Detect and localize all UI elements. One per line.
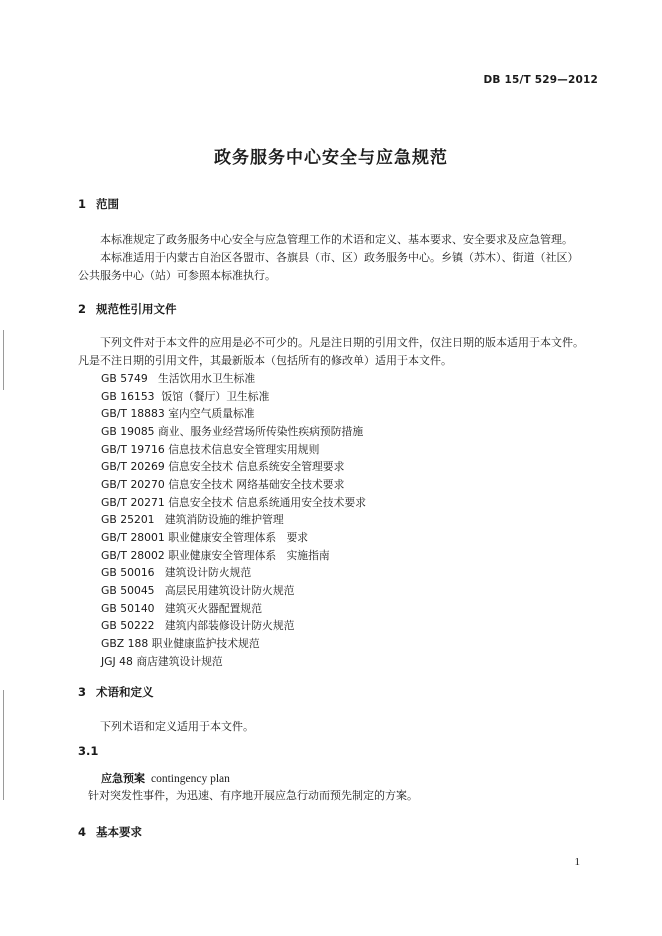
clause-number: 3.1 — [78, 744, 99, 758]
reference-item: GB 50045 高层民用建筑设计防火规范 — [101, 583, 295, 597]
section-heading-basic-requirements — [78, 824, 142, 840]
scope-text-line: 本标准适用于内蒙古自治区各盟市、各旗县（市、区）政务服务中心。乡镇（苏木）、街道（社区） — [100, 251, 579, 264]
references-intro-line: 下列文件对于本文件的应用是必不可少的。凡是注日期的引用文件，仅注日期的版本适用于本文件。 — [100, 336, 584, 349]
section-heading-normative-references — [78, 301, 177, 317]
term-definition-line: 针对突发性事件，为迅速、有序地开展应急行动而预先制定的方案。 — [88, 789, 418, 802]
term-english: contingency plan — [151, 773, 230, 785]
scan-edge-mark — [3, 690, 4, 800]
terms-intro — [78, 718, 608, 736]
scan-edge-mark — [3, 330, 4, 390]
section-number: 4 — [78, 825, 87, 839]
section-number: 3 — [78, 685, 87, 699]
reference-item: GB/T 20269 信息安全技术 信息系统安全管理要求 — [101, 460, 345, 474]
scope-text-line: 本标准规定了政务服务中心安全与应急管理工作的术语和定义、基本要求、安全要求及应急管理。 — [100, 233, 573, 246]
reference-item: GB 50222 建筑内部装修设计防火规范 — [101, 619, 295, 633]
reference-item: GB 50140 建筑灭火器配置规范 — [101, 601, 263, 615]
references-intro-line: 凡是不注日期的引用文件，其最新版本（包括所有的修改单）适用于本文件。 — [78, 354, 452, 367]
reference-item: GB/T 19716 信息技术信息安全管理实用规则 — [101, 442, 320, 456]
reference-item: JGJ 48 商店建筑设计规范 — [101, 654, 223, 668]
section-number: 2 — [78, 302, 87, 316]
section-heading-scope — [78, 196, 119, 212]
section-number: 1 — [78, 197, 87, 211]
reference-item: GB 50016 建筑设计防火规范 — [101, 566, 252, 580]
section-title: 范围 — [96, 197, 119, 211]
reference-item: GB 19085 商业、服务业经营场所传染性疾病预防措施 — [101, 424, 364, 438]
reference-item: GB/T 18883 室内空气质量标准 — [101, 407, 255, 421]
reference-item: GBZ 188 职业健康监护技术规范 — [101, 636, 260, 650]
document-title: 政务服务中心安全与应急规范 — [214, 148, 448, 168]
standard-code: DB 15/T 529—2012 — [483, 74, 598, 86]
reference-item: GB/T 28001 职业健康安全管理体系 要求 — [101, 530, 309, 544]
reference-item: GB/T 20270 信息安全技术 网络基础安全技术要求 — [101, 477, 345, 491]
term-entry — [101, 770, 230, 786]
term-definition — [88, 787, 618, 805]
term-chinese: 应急预案 — [101, 772, 145, 785]
reference-item: GB 16153 饭馆（餐厅）卫生标准 — [101, 389, 270, 403]
scope-text-line: 公共服务中心（站）可参照本标准执行。 — [78, 269, 276, 282]
terms-intro-line: 下列术语和定义适用于本文件。 — [100, 720, 254, 733]
reference-list — [101, 370, 366, 670]
section-title: 规范性引用文件 — [96, 302, 177, 316]
section-heading-terms — [78, 684, 154, 700]
reference-item: GB/T 20271 信息安全技术 信息系统通用安全技术要求 — [101, 495, 366, 509]
reference-item: GB 5749 生活饮用水卫生标准 — [101, 372, 256, 385]
page-number: 1 — [574, 856, 580, 868]
references-intro — [78, 334, 608, 370]
section-title: 基本要求 — [96, 825, 142, 839]
section-title: 术语和定义 — [96, 685, 154, 699]
reference-item: GB/T 28002 职业健康安全管理体系 实施指南 — [101, 548, 330, 562]
scope-paragraph — [78, 231, 608, 285]
reference-item: GB 25201 建筑消防设施的维护管理 — [101, 513, 284, 527]
